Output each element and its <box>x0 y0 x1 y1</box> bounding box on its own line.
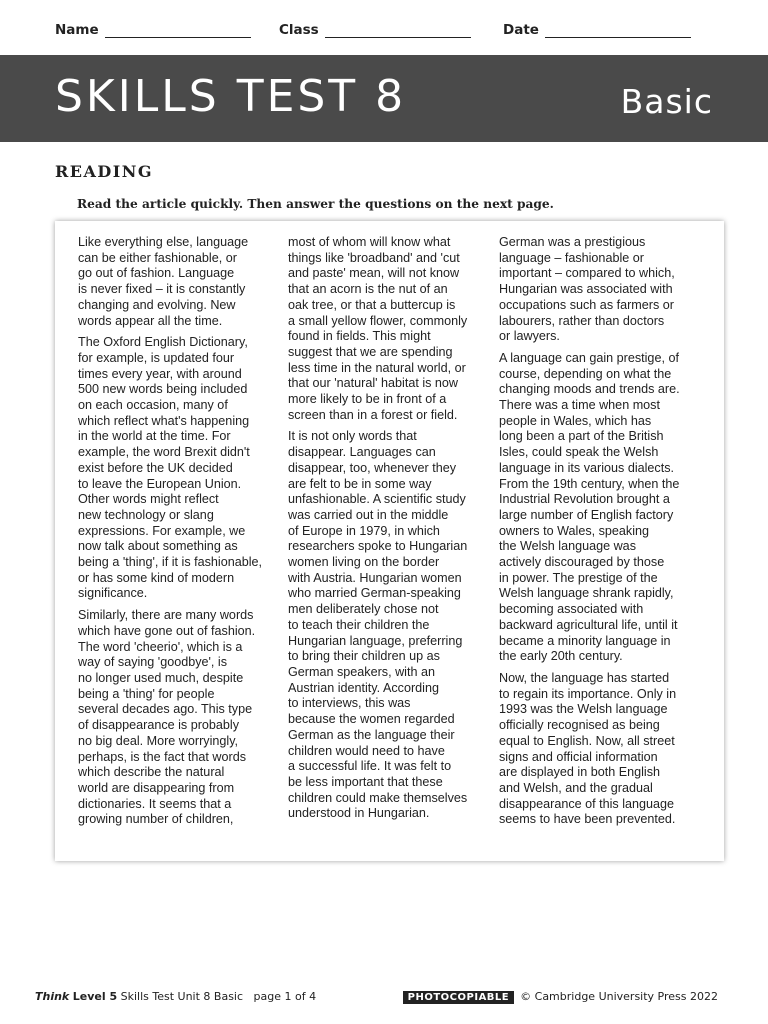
article-line: way of saying 'goodbye', is <box>78 655 228 670</box>
article-line: It is not only words that <box>288 429 417 444</box>
footer-left <box>35 990 316 1003</box>
article-line: There was a time when most <box>499 398 660 413</box>
article-line: long been a part of the British <box>499 429 664 444</box>
article-line: be less important that these <box>288 774 443 789</box>
article-line: and Welsh, and the gradual <box>499 780 653 795</box>
article-line: of Europe in 1979, in which <box>288 523 440 538</box>
article-line: backward agricultural life, until it <box>499 617 678 632</box>
article-line: The word 'cheerio', which is a <box>78 639 243 654</box>
article-line: that an acorn is the nut of an <box>288 282 448 297</box>
article-line: no big deal. More worryingly, <box>78 733 239 748</box>
article-line: Like everything else, language <box>78 235 249 249</box>
class-field[interactable] <box>279 22 471 38</box>
article-line: occupations such as farmers or <box>499 297 674 312</box>
article-line: new technology or slang <box>78 507 214 522</box>
article-line: Other words might reflect <box>78 492 219 507</box>
article-line: is never fixed – it is constantly <box>78 282 246 297</box>
article-line: Isles, could speak the Welsh <box>499 445 659 460</box>
class-label: Class <box>279 22 319 38</box>
article-line: owners to Wales, speaking <box>499 523 650 538</box>
article-paragraph <box>499 351 695 665</box>
article-line: 1993 was the Welsh language <box>499 702 668 717</box>
article-line: became a minority language in <box>499 633 671 648</box>
article-line: German speakers, with an <box>288 664 435 679</box>
article-line: most of whom will know what <box>288 235 451 249</box>
name-field[interactable] <box>55 22 251 38</box>
article-line: Welsh language shrank rapidly, <box>499 586 674 601</box>
article-line: changing moods and trends are. <box>499 382 680 397</box>
article-line: less time in the natural world, or <box>288 360 466 375</box>
article-line: the early 20th century. <box>499 649 623 664</box>
article-line: or has some kind of modern <box>78 570 235 585</box>
article-line: are felt to be in some way <box>288 476 432 491</box>
article-line: in power. The prestige of the <box>499 570 658 585</box>
article-line: unfashionable. A scientific study <box>288 492 466 507</box>
article-line: more likely to be in front of a <box>288 392 447 407</box>
article-line: The Oxford English Dictionary, <box>78 335 248 350</box>
article-box <box>55 221 724 861</box>
instruction-text: Read the article quickly. Then answer the questions on the next page. <box>77 197 554 211</box>
article-line: to interviews, this was <box>288 696 411 711</box>
article-line: suggest that we are spending <box>288 344 453 359</box>
article-line: children could make themselves <box>288 790 468 805</box>
article-line: disappear. Languages can <box>288 445 436 460</box>
class-blank-line[interactable] <box>325 25 471 38</box>
article-line: in the world at the time. For <box>78 429 231 444</box>
article-line: no longer used much, despite <box>78 670 244 685</box>
article-line: significance. <box>78 586 148 601</box>
article-column-1 <box>78 235 274 834</box>
article-line: being a 'thing', if it is fashionable, <box>78 555 263 570</box>
article-line: dictionaries. It seems that a <box>78 796 232 811</box>
article-line: world are disappearing from <box>78 780 235 795</box>
article-line: several decades ago. This type <box>78 702 253 717</box>
article-line: equal to English. Now, all street <box>499 733 675 748</box>
article-line: to teach their children the <box>288 617 430 632</box>
article-line: oak tree, or that a buttercup is <box>288 297 456 312</box>
article-paragraph <box>499 235 695 345</box>
name-blank-line[interactable] <box>105 25 251 38</box>
article-paragraph <box>78 235 274 329</box>
article-line: a successful life. It was felt to <box>288 759 452 774</box>
article-line: changing and evolving. New <box>78 297 236 312</box>
article-line: disappearance of this language <box>499 796 675 811</box>
article-line: and paste' mean, will not know <box>288 266 460 281</box>
date-label: Date <box>503 22 539 38</box>
article-line: things like 'broadband' and 'cut <box>288 250 460 265</box>
article-paragraph <box>288 235 484 423</box>
article-line: for example, is updated four <box>78 350 235 365</box>
article-line: important – compared to which, <box>499 266 675 281</box>
article-line: are displayed in both English <box>499 765 661 780</box>
page-title: SKILLS TEST 8 <box>55 71 407 122</box>
article-line: of disappearance is probably <box>78 718 240 733</box>
article-line: becoming associated with <box>499 602 644 617</box>
article-line: the Welsh language was <box>499 539 636 554</box>
article-line: disappear, too, whenever they <box>288 460 457 475</box>
article-line: language in its various dialects. <box>499 460 675 475</box>
article-line: researchers spoke to Hungarian <box>288 539 468 554</box>
article-line: example, the word Brexit didn't <box>78 445 250 460</box>
article-line: that our 'natural' habitat is now <box>288 376 459 391</box>
article-line: Industrial Revolution brought a <box>499 492 670 507</box>
article-line: now talk about something as <box>78 539 238 554</box>
article-line: actively discouraged by those <box>499 555 665 570</box>
article-paragraph <box>288 429 484 822</box>
article-line: which have gone out of fashion. <box>78 623 256 638</box>
page-footer <box>35 990 718 1006</box>
article-line: to leave the European Union. <box>78 476 242 491</box>
article-line: officially recognised as being <box>499 718 660 733</box>
article-line: or lawyers. <box>499 329 560 344</box>
photocopiable-badge: PHOTOCOPIABLE <box>403 991 514 1004</box>
article-line: was carried out in the middle <box>288 507 449 522</box>
title-banner <box>0 55 768 142</box>
level-label: Basic <box>620 82 713 121</box>
article-line: perhaps, is the fact that words <box>78 749 247 764</box>
article-line: Now, the language has started <box>499 670 670 685</box>
article-line: Hungarian language, preferring <box>288 633 463 648</box>
article-line: which reflect what's happening <box>78 413 250 428</box>
article-line: A language can gain prestige, of <box>499 350 679 365</box>
article-column-3 <box>499 235 695 834</box>
article-paragraph <box>78 608 274 828</box>
article-line: to bring their children up as <box>288 649 440 664</box>
article-line: being a 'thing' for people <box>78 686 215 701</box>
article-line: From the 19th century, when the <box>499 476 680 491</box>
article-line: can be either fashionable, or <box>78 250 237 265</box>
date-field[interactable] <box>503 22 691 38</box>
article-line: seems to have been prevented. <box>499 812 676 827</box>
article-line: people in Wales, which has <box>499 413 652 428</box>
article-paragraph <box>499 671 695 828</box>
footer-brand: Think <box>35 990 70 1003</box>
footer-level: Level 5 <box>72 990 118 1003</box>
article-line: a small yellow flower, commonly <box>288 313 468 328</box>
article-line: expressions. For example, we <box>78 523 246 538</box>
name-label: Name <box>55 22 99 38</box>
article-line: German as the language their <box>288 727 455 742</box>
section-heading: READING <box>55 162 154 181</box>
article-line: large number of English factory <box>499 507 674 522</box>
footer-copyright: © Cambridge University Press 2022 <box>520 990 718 1003</box>
article-line: men deliberately chose not <box>288 602 439 617</box>
student-info-fields <box>55 22 713 44</box>
article-line: German was a prestigious <box>499 235 646 249</box>
article-line: exist before the UK decided <box>78 460 233 475</box>
article-line: language – fashionable or <box>499 250 644 265</box>
article-line: to regain its importance. Only in <box>499 686 677 701</box>
article-line: words appear all the time. <box>78 313 223 328</box>
article-line: growing number of children, <box>78 812 234 827</box>
article-line: Similarly, there are many words <box>78 608 254 623</box>
article-paragraph <box>78 335 274 602</box>
article-line: who married German-speaking <box>288 586 461 601</box>
article-column-2 <box>288 235 484 828</box>
footer-page-number: page 1 of 4 <box>253 990 317 1003</box>
article-line: on each occasion, many of <box>78 398 228 413</box>
article-line: times every year, with around <box>78 366 242 381</box>
article-line: signs and official information <box>499 749 658 764</box>
article-line: with Austria. Hungarian women <box>288 570 462 585</box>
article-line: screen than in a forest or field. <box>288 407 458 422</box>
date-blank-line[interactable] <box>545 25 691 38</box>
article-line: found in fields. This might <box>288 329 431 344</box>
article-line: Hungarian was associated with <box>499 282 673 297</box>
article-line: course, depending on what the <box>499 366 672 381</box>
footer-unit: Skills Test Unit 8 Basic <box>120 990 244 1003</box>
article-line: women living on the border <box>288 555 440 570</box>
article-line: because the women regarded <box>288 712 455 727</box>
article-line: Austrian identity. According <box>288 680 439 695</box>
article-line: go out of fashion. Language <box>78 266 235 281</box>
article-line: which describe the natural <box>78 765 225 780</box>
article-line: children would need to have <box>288 743 445 758</box>
article-line: understood in Hungarian. <box>288 806 430 821</box>
footer-right <box>403 990 718 1004</box>
article-line: labourers, rather than doctors <box>499 313 665 328</box>
article-line: 500 new words being included <box>78 382 248 397</box>
